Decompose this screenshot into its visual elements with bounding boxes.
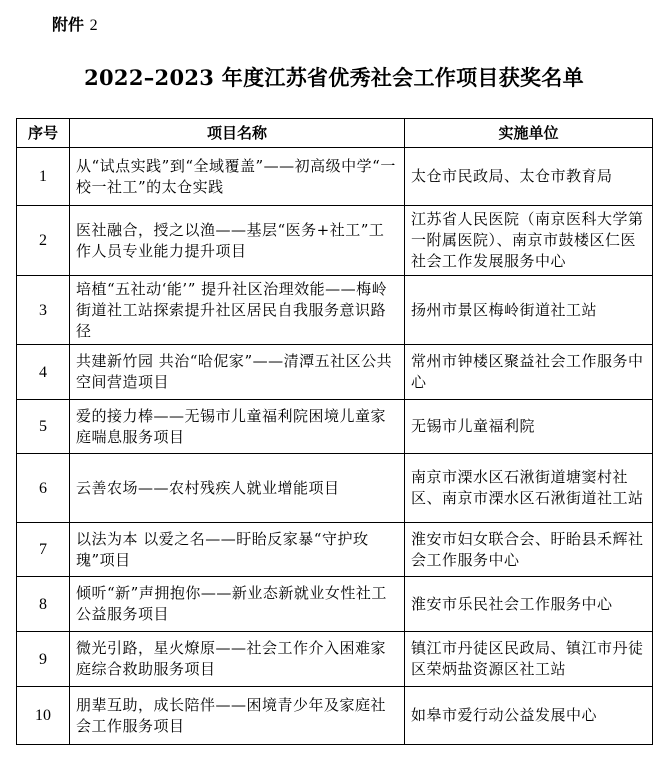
attachment-number: 2 [89, 17, 98, 34]
document-title: 2022–2023 年度江苏省优秀社会工作项目获奖名单 [84, 65, 584, 90]
table-row [17, 400, 653, 454]
row-index: 3 [17, 276, 70, 345]
table-row [17, 577, 653, 632]
table-row [17, 687, 653, 745]
row-index: 4 [17, 345, 70, 400]
implementer: 淮安市乐民社会工作服务中心 [405, 577, 653, 632]
implementer: 江苏省人民医院（南京医科大学第一附属医院）、南京市鼓楼区仁医社会工作发展服务中心 [405, 206, 653, 276]
row-index: 7 [17, 523, 70, 577]
table-row [17, 523, 653, 577]
header-implementer: 实施单位 [405, 119, 653, 148]
row-index: 8 [17, 577, 70, 632]
row-index: 5 [17, 400, 70, 454]
implementer: 太仓市民政局、太仓市教育局 [405, 148, 653, 206]
row-index: 1 [17, 148, 70, 206]
row-index: 2 [17, 206, 70, 276]
row-index: 9 [17, 632, 70, 687]
implementer: 南京市溧水区石湫街道塘窦村社区、南京市溧水区石湫街道社工站 [405, 454, 653, 523]
project-name: 以法为本 以爱之名——盱眙反家暴“守护玫瑰”项目 [70, 523, 405, 577]
attachment-label-text: 附件 [52, 15, 85, 34]
implementer: 镇江市丹徒区民政局、镇江市丹徒区荣炳盐资源区社工站 [405, 632, 653, 687]
table-row [17, 454, 653, 523]
awards-table [16, 118, 653, 745]
table-row [17, 276, 653, 345]
project-name: 倾听“新”声拥抱你——新业态新就业女性社工公益服务项目 [70, 577, 405, 632]
implementer: 常州市钟楼区聚益社会工作服务中心 [405, 345, 653, 400]
table-row [17, 632, 653, 687]
table-header-row [17, 119, 653, 148]
attachment-label [52, 12, 98, 35]
implementer: 如皋市爱行动公益发展中心 [405, 687, 653, 745]
row-index: 10 [17, 687, 70, 745]
project-name: 共建新竹园 共治“哈伲家”——清潭五社区公共空间营造项目 [70, 345, 405, 400]
table-row [17, 345, 653, 400]
project-name: 爱的接力棒——无锡市儿童福利院困境儿童家庭喘息服务项目 [70, 400, 405, 454]
table-row [17, 148, 653, 206]
table-row [17, 206, 653, 276]
implementer: 淮安市妇女联合会、盱眙县禾辉社会工作服务中心 [405, 523, 653, 577]
header-index: 序号 [17, 119, 70, 148]
implementer: 无锡市儿童福利院 [405, 400, 653, 454]
implementer: 扬州市景区梅岭街道社工站 [405, 276, 653, 345]
project-name: 从“试点实践”到“全域覆盖”——初高级中学“一校一社工”的太仓实践 [70, 148, 405, 206]
header-project-name: 项目名称 [70, 119, 405, 148]
project-name: 微光引路，星火燎原——社会工作介入困难家庭综合救助服务项目 [70, 632, 405, 687]
project-name: 云善农场——农村残疾人就业增能项目 [70, 454, 405, 523]
project-name: 医社融合，授之以渔——基层“医务+社工”工作人员专业能力提升项目 [70, 206, 405, 276]
project-name: 培植“五社动‘能’” 提升社区治理效能——梅岭街道社工站探索提升社区居民自我服务意识路径 [70, 276, 405, 345]
project-name: 朋辈互助，成长陪伴——困境青少年及家庭社会工作服务项目 [70, 687, 405, 745]
row-index: 6 [17, 454, 70, 523]
